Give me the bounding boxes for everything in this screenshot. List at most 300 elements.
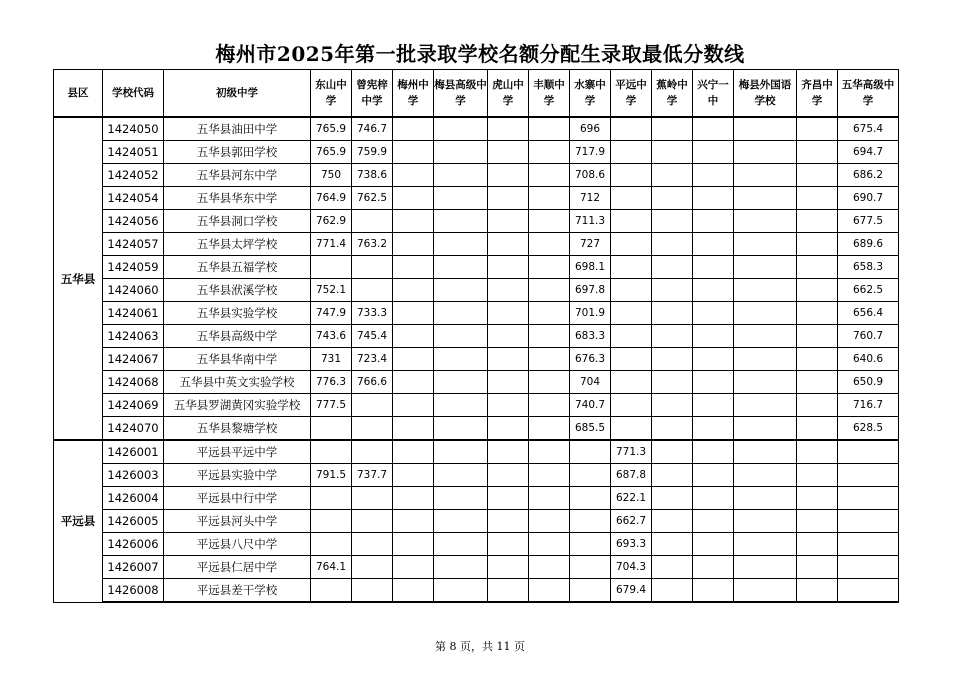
score-cell — [529, 187, 570, 210]
table-row — [54, 348, 899, 371]
score-cell — [393, 325, 434, 348]
score-cell — [797, 279, 838, 302]
score-cell: 765.9 — [311, 141, 352, 164]
school-code-cell: 1424060 — [103, 279, 164, 302]
score-cell — [434, 210, 488, 233]
score-cell — [434, 579, 488, 603]
table-row — [54, 371, 899, 394]
score-cell — [611, 141, 652, 164]
header-target-school: 虎山中学 — [488, 70, 529, 118]
score-cell — [734, 117, 797, 141]
score-cell — [434, 141, 488, 164]
score-cell — [693, 210, 734, 233]
score-cell — [838, 464, 899, 487]
score-cell — [652, 533, 693, 556]
score-cell: 762.5 — [352, 187, 393, 210]
score-cell — [488, 348, 529, 371]
school-name-cell: 五华县罗湖黄冈实验学校 — [164, 394, 311, 417]
score-cell: 640.6 — [838, 348, 899, 371]
score-cell — [611, 394, 652, 417]
score-cell: 711.3 — [570, 210, 611, 233]
header-target-school: 蕉岭中学 — [652, 70, 693, 118]
school-name-cell: 五华县洑溪学校 — [164, 279, 311, 302]
table-row — [54, 164, 899, 187]
score-cell — [393, 579, 434, 603]
score-cell — [488, 210, 529, 233]
score-cell — [734, 556, 797, 579]
header-target-school: 丰顺中学 — [529, 70, 570, 118]
score-cell — [838, 556, 899, 579]
score-cell: 777.5 — [311, 394, 352, 417]
school-code-cell: 1426008 — [103, 579, 164, 603]
score-cell — [838, 510, 899, 533]
table-row — [54, 233, 899, 256]
table-row — [54, 256, 899, 279]
table-row — [54, 141, 899, 164]
table-body — [54, 117, 899, 602]
score-cell: 658.3 — [838, 256, 899, 279]
score-cell: 740.7 — [570, 394, 611, 417]
score-cell — [734, 302, 797, 325]
score-cell: 731 — [311, 348, 352, 371]
score-cell — [352, 417, 393, 441]
score-cell — [652, 256, 693, 279]
score-cell — [734, 417, 797, 441]
page-title: 梅州市2025年第一批录取学校名额分配生录取最低分数线 — [215, 42, 745, 66]
score-cell — [529, 556, 570, 579]
school-code-cell: 1424069 — [103, 394, 164, 417]
score-cell: 750 — [311, 164, 352, 187]
score-cell — [693, 487, 734, 510]
score-cell — [352, 487, 393, 510]
score-cell — [570, 579, 611, 603]
score-cell — [797, 510, 838, 533]
table-row — [54, 579, 899, 603]
score-cell — [652, 164, 693, 187]
score-cell — [488, 141, 529, 164]
school-name-cell: 五华县河东中学 — [164, 164, 311, 187]
school-code-cell: 1424050 — [103, 117, 164, 141]
score-cell: 701.9 — [570, 302, 611, 325]
score-cell — [734, 210, 797, 233]
score-cell — [488, 164, 529, 187]
school-name-cell: 平远县实验中学 — [164, 464, 311, 487]
score-cell — [434, 279, 488, 302]
score-cell — [311, 417, 352, 441]
score-cell: 766.6 — [352, 371, 393, 394]
table-row — [54, 394, 899, 417]
score-cell — [529, 233, 570, 256]
score-cell — [652, 417, 693, 441]
header-target-school: 梅县外国语学校 — [734, 70, 797, 118]
score-cell — [797, 187, 838, 210]
score-cell — [797, 210, 838, 233]
score-cell — [311, 510, 352, 533]
score-cell — [570, 440, 611, 464]
score-cell — [393, 394, 434, 417]
score-cell — [393, 417, 434, 441]
score-cell — [797, 233, 838, 256]
score-cell — [488, 487, 529, 510]
school-name-cell: 五华县郭田学校 — [164, 141, 311, 164]
header-target-school: 平远中学 — [611, 70, 652, 118]
score-cell — [434, 302, 488, 325]
score-cell — [393, 510, 434, 533]
score-cell: 675.4 — [838, 117, 899, 141]
score-cell — [488, 325, 529, 348]
score-cell — [393, 533, 434, 556]
score-cell — [611, 325, 652, 348]
score-cell — [393, 256, 434, 279]
table-row — [54, 440, 899, 464]
score-cell — [434, 510, 488, 533]
school-name-cell: 平远县八尺中学 — [164, 533, 311, 556]
score-cell — [393, 210, 434, 233]
score-cell — [434, 464, 488, 487]
score-cell — [838, 487, 899, 510]
score-cell — [734, 371, 797, 394]
score-cell — [434, 533, 488, 556]
score-cell — [488, 233, 529, 256]
score-cell — [693, 579, 734, 603]
school-name-cell: 五华县实验学校 — [164, 302, 311, 325]
score-cell: 712 — [570, 187, 611, 210]
school-code-cell: 1426004 — [103, 487, 164, 510]
county-cell: 五华县 — [54, 117, 103, 440]
score-cell — [529, 117, 570, 141]
score-cell: 716.7 — [838, 394, 899, 417]
score-cell — [529, 510, 570, 533]
score-cell — [797, 256, 838, 279]
table-row — [54, 325, 899, 348]
header-target-school: 梅县高级中学 — [434, 70, 488, 118]
score-cell: 656.4 — [838, 302, 899, 325]
school-code-cell: 1424063 — [103, 325, 164, 348]
score-cell: 723.4 — [352, 348, 393, 371]
score-cell — [734, 233, 797, 256]
score-cell — [693, 394, 734, 417]
score-cell — [488, 510, 529, 533]
score-cell — [434, 394, 488, 417]
score-cell: 764.1 — [311, 556, 352, 579]
school-name-cell: 五华县黎塘学校 — [164, 417, 311, 441]
score-cell — [488, 394, 529, 417]
score-cell — [393, 164, 434, 187]
score-cell: 738.6 — [352, 164, 393, 187]
score-cell — [352, 210, 393, 233]
score-cell — [797, 464, 838, 487]
score-cell — [393, 117, 434, 141]
score-cell — [352, 256, 393, 279]
score-cell — [529, 533, 570, 556]
score-cell: 776.3 — [311, 371, 352, 394]
header-row — [54, 70, 899, 118]
score-cell: 697.8 — [570, 279, 611, 302]
school-name-cell: 平远县平远中学 — [164, 440, 311, 464]
score-cell — [734, 440, 797, 464]
header-target-school: 曾宪梓中学 — [352, 70, 393, 118]
score-cell — [352, 394, 393, 417]
score-cell — [797, 348, 838, 371]
score-cell: 760.7 — [838, 325, 899, 348]
score-cell — [393, 187, 434, 210]
score-cell — [611, 279, 652, 302]
score-cell: 733.3 — [352, 302, 393, 325]
score-cell — [570, 510, 611, 533]
score-cell — [488, 556, 529, 579]
score-cell — [797, 302, 838, 325]
score-cell — [652, 394, 693, 417]
score-cell: 685.5 — [570, 417, 611, 441]
table-row — [54, 510, 899, 533]
score-cell — [838, 579, 899, 603]
school-name-cell: 五华县中英文实验学校 — [164, 371, 311, 394]
score-cell — [693, 417, 734, 441]
table-row — [54, 417, 899, 441]
score-cell — [434, 417, 488, 441]
score-cell: 698.1 — [570, 256, 611, 279]
score-cell — [693, 117, 734, 141]
score-cell — [734, 510, 797, 533]
score-cell — [529, 348, 570, 371]
header-target-school: 齐昌中学 — [797, 70, 838, 118]
score-cell — [393, 233, 434, 256]
score-cell: 771.4 — [311, 233, 352, 256]
score-cell: 696 — [570, 117, 611, 141]
score-cell — [488, 256, 529, 279]
school-code-cell: 1426006 — [103, 533, 164, 556]
score-cell — [488, 187, 529, 210]
header-target-school: 水寨中学 — [570, 70, 611, 118]
score-cell — [611, 233, 652, 256]
school-code-cell: 1426007 — [103, 556, 164, 579]
score-cell — [734, 394, 797, 417]
score-cell — [393, 348, 434, 371]
score-cell — [693, 187, 734, 210]
score-cell — [529, 210, 570, 233]
score-cell — [693, 256, 734, 279]
score-cell — [352, 279, 393, 302]
score-cell — [797, 487, 838, 510]
score-cell: 650.9 — [838, 371, 899, 394]
score-cell — [529, 279, 570, 302]
score-cell — [693, 279, 734, 302]
score-cell — [529, 256, 570, 279]
score-cell — [652, 487, 693, 510]
score-cell — [393, 487, 434, 510]
score-cell: 677.5 — [838, 210, 899, 233]
page-footer: 第 8 页，共 11 页 — [435, 640, 525, 653]
table-row — [54, 187, 899, 210]
score-cell: 763.2 — [352, 233, 393, 256]
score-cell — [734, 487, 797, 510]
score-cell: 683.3 — [570, 325, 611, 348]
header-target-school: 五华高级中学 — [838, 70, 899, 118]
score-cell: 662.7 — [611, 510, 652, 533]
score-cell — [434, 256, 488, 279]
score-cell — [734, 348, 797, 371]
school-code-cell: 1424070 — [103, 417, 164, 441]
score-cell — [488, 279, 529, 302]
score-cell — [529, 464, 570, 487]
score-cell: 686.2 — [838, 164, 899, 187]
score-cell — [611, 210, 652, 233]
school-code-cell: 1426003 — [103, 464, 164, 487]
score-cell — [693, 556, 734, 579]
score-cell — [434, 371, 488, 394]
score-cell — [797, 117, 838, 141]
school-name-cell: 平远县差干学校 — [164, 579, 311, 603]
score-cell: 704.3 — [611, 556, 652, 579]
score-cell — [734, 141, 797, 164]
score-cell — [434, 187, 488, 210]
score-cell — [529, 487, 570, 510]
score-cell — [797, 556, 838, 579]
score-cell: 704 — [570, 371, 611, 394]
score-cell — [488, 440, 529, 464]
score-cell — [797, 371, 838, 394]
score-cell: 628.5 — [838, 417, 899, 441]
score-cell: 771.3 — [611, 440, 652, 464]
score-cell — [311, 256, 352, 279]
score-cell: 737.7 — [352, 464, 393, 487]
score-cell — [352, 556, 393, 579]
score-cell — [434, 440, 488, 464]
score-cell — [797, 141, 838, 164]
school-name-cell: 五华县油田中学 — [164, 117, 311, 141]
score-cell — [311, 487, 352, 510]
score-cell — [652, 579, 693, 603]
table-row — [54, 302, 899, 325]
school-name-cell: 五华县华南中学 — [164, 348, 311, 371]
table-row — [54, 556, 899, 579]
score-cell — [797, 164, 838, 187]
score-cell: 690.7 — [838, 187, 899, 210]
score-cell — [352, 533, 393, 556]
score-cell — [652, 440, 693, 464]
county-cell: 平远县 — [54, 440, 103, 602]
score-cell — [652, 187, 693, 210]
score-cell — [434, 233, 488, 256]
score-cell: 743.6 — [311, 325, 352, 348]
school-code-cell: 1426001 — [103, 440, 164, 464]
score-cell: 791.5 — [311, 464, 352, 487]
score-cell — [734, 256, 797, 279]
score-cell: 765.9 — [311, 117, 352, 141]
score-cell — [529, 325, 570, 348]
score-cell — [652, 233, 693, 256]
score-cell — [488, 464, 529, 487]
score-cell — [797, 533, 838, 556]
score-cell — [488, 417, 529, 441]
header-school-code: 学校代码 — [103, 70, 164, 118]
score-cell — [652, 556, 693, 579]
score-cell — [611, 187, 652, 210]
score-cell: 708.6 — [570, 164, 611, 187]
score-cell: 745.4 — [352, 325, 393, 348]
score-cell — [529, 579, 570, 603]
score-cell — [652, 510, 693, 533]
score-cell — [693, 141, 734, 164]
score-cell — [393, 556, 434, 579]
score-cell — [693, 464, 734, 487]
score-cell: 762.9 — [311, 210, 352, 233]
score-cell — [797, 394, 838, 417]
score-cell — [797, 579, 838, 603]
score-cell — [488, 117, 529, 141]
score-cell — [734, 533, 797, 556]
score-cell — [734, 325, 797, 348]
school-name-cell: 平远县河头中学 — [164, 510, 311, 533]
header-target-school: 兴宁一中 — [693, 70, 734, 118]
score-cell — [693, 533, 734, 556]
score-cell — [611, 164, 652, 187]
score-cell — [393, 279, 434, 302]
score-cell — [693, 510, 734, 533]
score-cell — [488, 302, 529, 325]
score-cell — [734, 579, 797, 603]
school-code-cell: 1424054 — [103, 187, 164, 210]
score-cell — [352, 510, 393, 533]
score-cell — [529, 141, 570, 164]
score-cell — [311, 440, 352, 464]
score-cell — [529, 164, 570, 187]
score-cell — [693, 371, 734, 394]
score-cell: 727 — [570, 233, 611, 256]
score-cell: 764.9 — [311, 187, 352, 210]
score-cell — [693, 302, 734, 325]
score-cell — [488, 371, 529, 394]
score-cell — [529, 394, 570, 417]
score-cell — [529, 371, 570, 394]
score-cell — [611, 371, 652, 394]
score-cell — [570, 464, 611, 487]
school-code-cell: 1424051 — [103, 141, 164, 164]
school-name-cell: 五华县洞口学校 — [164, 210, 311, 233]
score-cell — [611, 417, 652, 441]
score-cell — [652, 325, 693, 348]
score-cell — [611, 256, 652, 279]
score-cell — [434, 348, 488, 371]
score-cell: 622.1 — [611, 487, 652, 510]
score-cell — [352, 440, 393, 464]
score-cell — [652, 302, 693, 325]
school-code-cell: 1424061 — [103, 302, 164, 325]
score-cell — [393, 440, 434, 464]
school-name-cell: 五华县华东中学 — [164, 187, 311, 210]
score-cell — [611, 117, 652, 141]
score-cell — [734, 279, 797, 302]
score-cell — [393, 141, 434, 164]
score-cell: 747.9 — [311, 302, 352, 325]
header-county: 县区 — [54, 70, 103, 118]
header-target-school: 梅州中学 — [393, 70, 434, 118]
score-cell: 693.3 — [611, 533, 652, 556]
score-cell — [570, 533, 611, 556]
score-cell: 759.9 — [352, 141, 393, 164]
score-cell — [488, 533, 529, 556]
school-name-cell: 五华县太坪学校 — [164, 233, 311, 256]
score-cell: 694.7 — [838, 141, 899, 164]
header-target-school: 东山中学 — [311, 70, 352, 118]
score-cell — [838, 440, 899, 464]
score-cell: 746.7 — [352, 117, 393, 141]
score-cell — [611, 302, 652, 325]
school-code-cell: 1424052 — [103, 164, 164, 187]
score-cell — [311, 533, 352, 556]
score-cell — [434, 164, 488, 187]
score-cell: 717.9 — [570, 141, 611, 164]
